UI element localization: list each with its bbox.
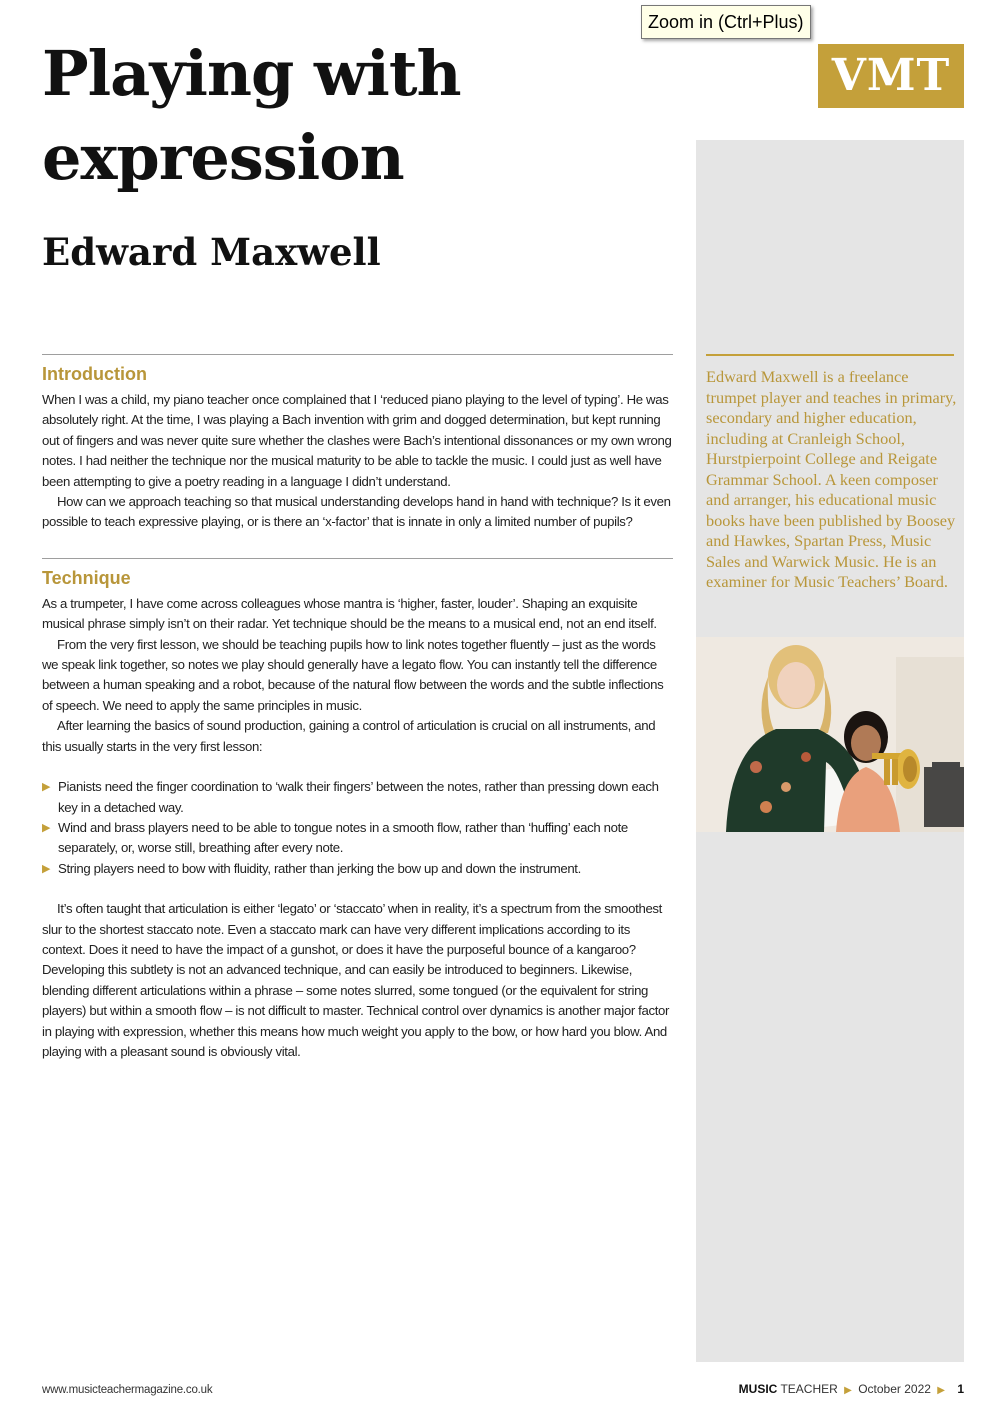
- trumpet-lesson-illustration: [696, 637, 964, 832]
- triangle-bullet-icon: ▶: [42, 821, 51, 834]
- bio-divider: [706, 354, 954, 356]
- article-body: [42, 354, 673, 1062]
- list-item: ▶ Wind and brass players need to be able to tongue notes in a smooth flow, rather than ‘huffing’ each note separately, or, worse still, breathing after every note.: [42, 819, 628, 856]
- section-heading-technique: Technique: [42, 567, 131, 588]
- intro-paragraph-1: When I was a child, my piano teacher once complained that I ‘reduced piano playing to the level of typing’. He was absolutely right. At the time, I was playing a Bach invention with grim and dogged determination, but kept running out of fingers and was never quite sure whether the clashes were Bach’s intentional dissonances or my own wrong notes. I had neither the technique nor the musical maturity to be able to tackle the music. I could just as well have been attempting to give a poetry reading in a language I didn’t understand.: [42, 392, 672, 489]
- zoom-tooltip: Zoom in (Ctrl+Plus): [641, 5, 811, 39]
- author-bio: Edward Maxwell is a freelance trumpet player and teaches in primary, secondary and higher education, including at Cranleigh School, Hurstpierpoint College and Reigate Grammar School. A keen composer and arranger, his educational music books have been published by Boosey and Hawkes, Spartan Press, Music Sales and Warwick Music. He is an examiner for Music Teachers’ Board.: [706, 367, 957, 591]
- article-author: Edward Maxwell: [42, 230, 381, 274]
- page-number: 1: [957, 1382, 964, 1396]
- vmt-logo: VMT: [818, 44, 964, 108]
- technique-paragraph-2: From the very first lesson, we should be teaching pupils how to link notes together fluently – just as the words we speak link together, so notes we play should generally have a legato flow. You can instantly tell the difference between a human speaking and a robot, because of the natural flow between the words and the subtle inflections of speech. We need to apply the same principles in music.: [42, 636, 664, 713]
- magazine-name-bold: MUSIC: [738, 1382, 778, 1396]
- list-item: ▶ String players need to bow with fluidity, rather than jerking the bow up and down the instrument.: [42, 859, 673, 879]
- triangle-separator-icon: ▶: [937, 1385, 945, 1396]
- magazine-name-rest: TEACHER: [780, 1382, 838, 1396]
- article-title: Playing with expression: [42, 37, 461, 194]
- technique-paragraph-3: After learning the basics of sound production, gaining a control of articulation is crucial on all instruments, and this usually starts in the very first lesson:: [42, 718, 656, 754]
- section-divider: [42, 354, 673, 355]
- section-divider: [42, 558, 673, 559]
- triangle-separator-icon: ▶: [844, 1385, 852, 1396]
- list-item: ▶ Pianists need the finger coordination to ‘walk their fingers’ between the notes, rather than pressing down each key in a detached way.: [42, 779, 659, 815]
- triangle-bullet-icon: ▶: [42, 781, 51, 794]
- technique-paragraph-1: As a trumpeter, I have come across colleagues whose mantra is ‘higher, faster, louder’. Shaping an exquisite musical phrase simply isn’t on their radar. Yet technique should be the means to a musical end, not an end itself.: [42, 595, 657, 632]
- articulation-list: [42, 777, 673, 879]
- footer-url: www.musicteachermagazine.co.uk: [42, 1384, 213, 1396]
- issue-date: October 2022: [858, 1382, 931, 1396]
- teacher-pupil-photo: [696, 637, 964, 832]
- technique-paragraph-closing: It’s often taught that articulation is either ‘legato’ or ‘staccato’ when in reality, it’s a spectrum from the smoothest slur to the shortest staccato note. Even a staccato mark can have very different implications according to its context. Does it need to have the impact of a gunshot, or does it have the purposeful bounce of a kangaroo? Developing this subtlety is not an advanced technique, and can easily be introduced to beginners. Likewise, blending different articulations within a phrase – some notes slurred, some tongued (or the equivalent for string players) but within a smooth flow – is not difficult to master. Technical control over dynamics is another major factor in playing with expression, whether this means how much weight you apply to the bow, or how hard you blow. And playing with a pleasant sound is obviously vital.: [42, 901, 670, 1059]
- footer-masthead: [739, 1381, 964, 1399]
- intro-paragraph-2: How can we approach teaching so that musical understanding develops hand in hand with technique? Is it even possible to teach expressive playing, or is there an ‘x-factor’ that is innate in only a limited number of pupils?: [42, 494, 671, 530]
- triangle-bullet-icon: ▶: [42, 862, 51, 875]
- section-heading-introduction: Introduction: [42, 364, 147, 384]
